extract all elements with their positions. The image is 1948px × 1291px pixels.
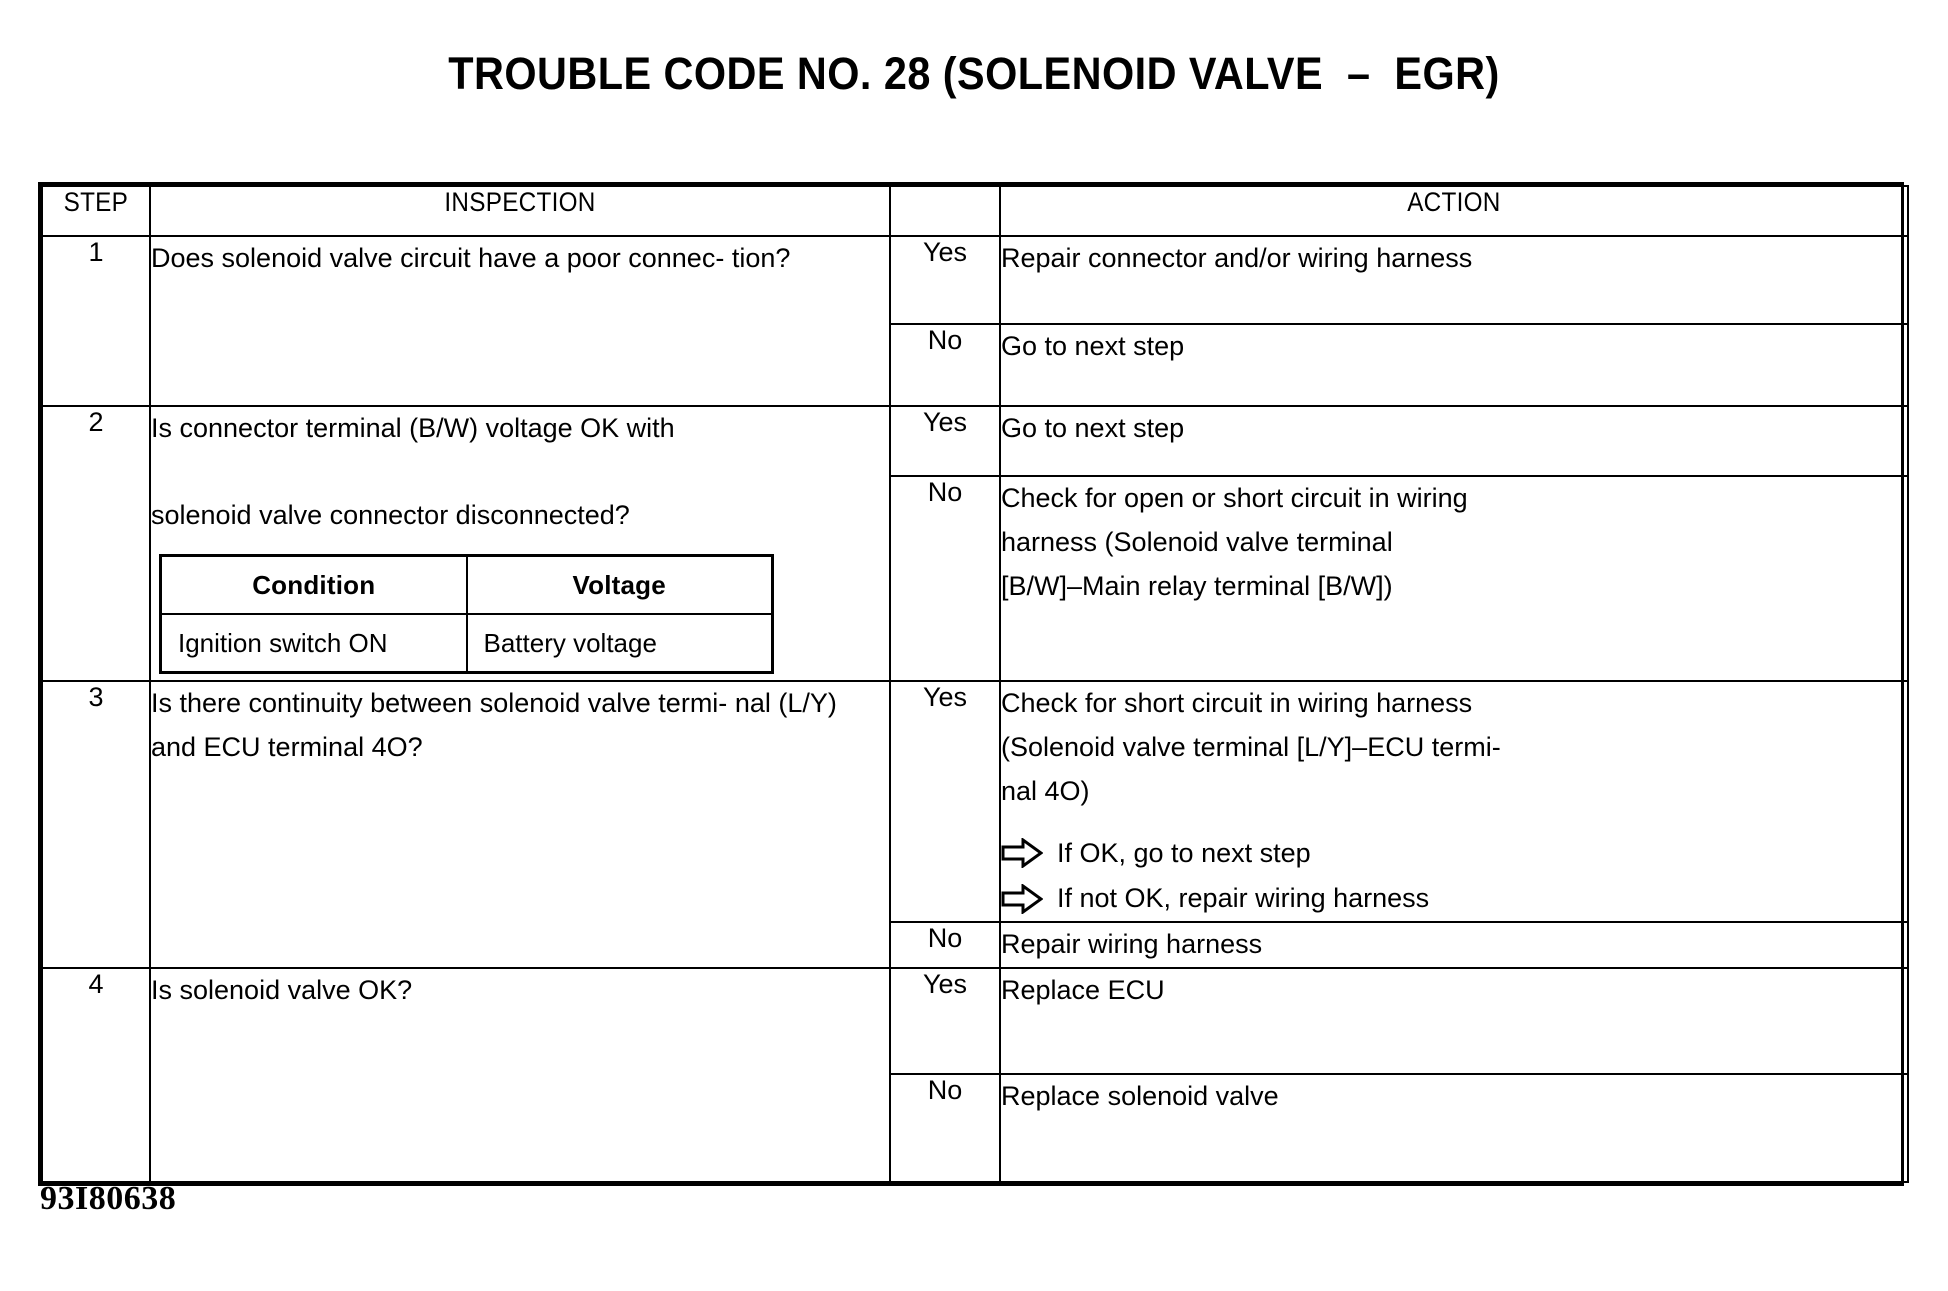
step-number: 1: [42, 236, 150, 406]
inspection-line: Is there continuity between solenoid valve termi-: [151, 688, 728, 719]
column-header-answer: [890, 186, 1000, 236]
action-line: harness (Solenoid valve terminal: [1001, 527, 1393, 558]
table-header-row: [42, 186, 1908, 236]
action-line: Repair wiring harness: [1001, 929, 1263, 960]
inspection-line: tion?: [731, 243, 791, 273]
action-text: [1000, 476, 1908, 681]
subtable-header-voltage: Voltage: [467, 556, 773, 615]
action-text: [1000, 681, 1908, 922]
step-number: 2: [42, 406, 150, 681]
inspection-line: solenoid valve connector disconnected?: [151, 500, 630, 531]
answer-label-no: No: [890, 1074, 1000, 1182]
action-text: [1000, 324, 1908, 406]
column-header-inspection: INSPECTION: [150, 186, 890, 236]
action-line: Check for short circuit in wiring harness: [1001, 688, 1473, 719]
subtable-header-condition: Condition: [161, 556, 467, 615]
inspection-line: Is solenoid valve OK?: [151, 974, 413, 1005]
subtable-row: [161, 614, 773, 673]
right-arrow-outline-icon: [1001, 838, 1043, 868]
answer-label-yes: Yes: [890, 681, 1000, 922]
diagnostic-flow-table: [38, 182, 1904, 1186]
subtable-header-row: [161, 556, 773, 615]
table-row: [42, 681, 1908, 922]
action-line: nal 4O): [1001, 775, 1090, 806]
inspection-line: nal (L/Y) and ECU terminal 4O?: [151, 688, 837, 763]
inspection-text: [150, 681, 890, 967]
answer-label-no: No: [890, 476, 1000, 681]
bullet-text: If OK, go to next step: [1057, 837, 1311, 868]
inspection-text: [150, 968, 890, 1182]
right-arrow-outline-icon: [1001, 884, 1043, 914]
action-line: Go to next step: [1001, 413, 1185, 443]
action-line: Go to next step: [1001, 331, 1185, 361]
action-text: [1000, 1074, 1908, 1182]
condition-voltage-subtable: [159, 554, 774, 674]
answer-label-yes: Yes: [890, 406, 1000, 476]
inspection-line: Is connector terminal (B/W) voltage OK with: [151, 413, 675, 443]
subtable-cell-condition: Ignition switch ON: [161, 614, 467, 673]
action-line: (Solenoid valve terminal [L/Y]–ECU termi-: [1001, 732, 1501, 763]
bullet-text: If not OK, repair wiring harness: [1057, 883, 1430, 914]
table-row: [42, 968, 1908, 1074]
action-text: [1000, 922, 1908, 968]
answer-label-no: No: [890, 922, 1000, 968]
action-text: [1000, 968, 1908, 1074]
reference-code: 93I80638: [40, 1180, 177, 1217]
answer-label-yes: Yes: [890, 968, 1000, 1074]
answer-label-no: No: [890, 324, 1000, 406]
action-line: Check for open or short circuit in wiring: [1001, 483, 1468, 514]
inspection-text: [150, 236, 890, 406]
action-text: [1000, 236, 1908, 324]
column-header-step: STEP: [42, 186, 150, 236]
action-line: Replace ECU: [1001, 974, 1165, 1005]
subtable-cell-voltage: Battery voltage: [467, 614, 773, 673]
bullet-item: [1001, 877, 1907, 921]
action-text: [1000, 406, 1908, 476]
page-title: TROUBLE CODE NO. 28 (SOLENOID VALVE – EGR): [448, 48, 1500, 99]
table-row: [42, 236, 1908, 324]
inspection-line: Does solenoid valve circuit have a poor connec-: [151, 243, 725, 273]
bullet-item: [1001, 832, 1907, 876]
action-line: Replace solenoid valve: [1001, 1080, 1279, 1111]
step-number: 4: [42, 968, 150, 1182]
step-number: 3: [42, 681, 150, 967]
table-row: [42, 406, 1908, 476]
column-header-action: ACTION: [1000, 186, 1908, 236]
answer-label-yes: Yes: [890, 236, 1000, 324]
action-line: [B/W]–Main relay terminal [B/W]): [1001, 570, 1393, 601]
inspection-text: [150, 406, 890, 681]
action-line: Repair connector and/or wiring harness: [1001, 243, 1473, 273]
